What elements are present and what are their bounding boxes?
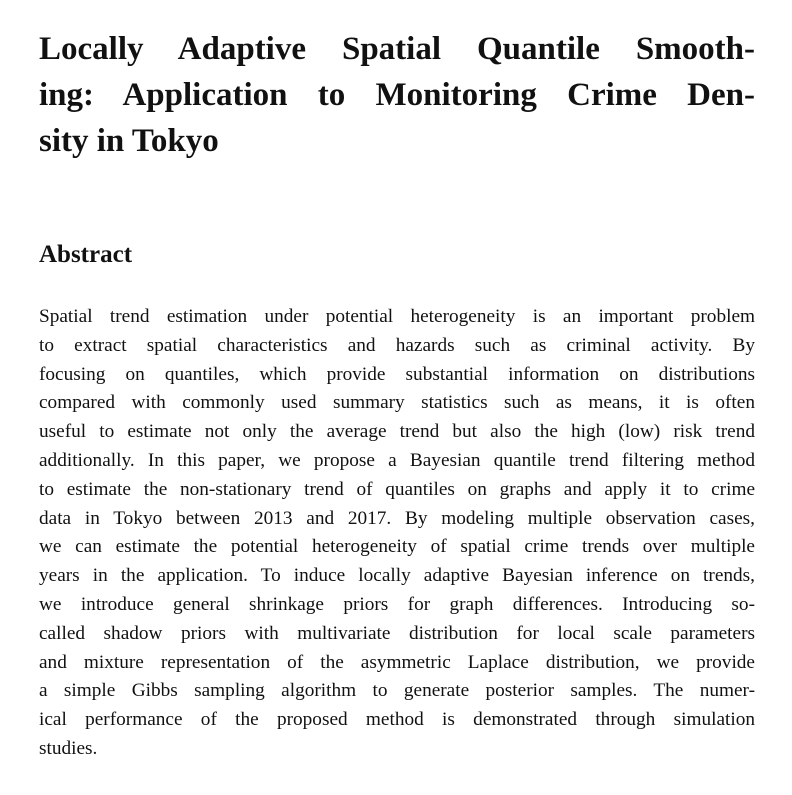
abstract-line: called shadow priors with multivariate distribution for local scale parameters bbox=[39, 622, 755, 644]
abstract-line: data in Tokyo between 2013 and 2017. By modeling multiple observation cases, bbox=[39, 507, 755, 529]
abstract-line: Spatial trend estimation under potential heterogeneity is an important problem bbox=[39, 306, 755, 327]
abstract-body bbox=[39, 303, 755, 764]
abstract-line: useful to estimate not only the average trend but also the high (low) risk trend bbox=[39, 421, 755, 443]
title-line: ing: Application to Monitoring Crime Den- bbox=[39, 77, 755, 113]
abstract-line: we can estimate the potential heterogeneity of spatial crime trends over multiple bbox=[39, 536, 755, 558]
abstract-line: to estimate the non-stationary trend of quantiles on graphs and apply it to crime bbox=[39, 478, 755, 500]
abstract-line: a simple Gibbs sampling algorithm to generate posterior samples. The numer- bbox=[39, 680, 755, 702]
abstract-line: we introduce general shrinkage priors for graph differences. Introducing so- bbox=[39, 593, 755, 615]
abstract-line: and mixture representation of the asymmetric Laplace distribution, we provide bbox=[39, 651, 755, 673]
title-line: sity in Tokyo bbox=[39, 123, 219, 159]
title-line: Locally Adaptive Spatial Quantile Smooth- bbox=[39, 31, 755, 67]
abstract-heading: Abstract bbox=[39, 241, 133, 268]
abstract-line: years in the application. To induce locally adaptive Bayesian inference on trends, bbox=[39, 565, 755, 587]
abstract-line: additionally. In this paper, we propose a Bayesian quantile trend filtering method bbox=[39, 449, 755, 471]
paper-title bbox=[39, 26, 755, 164]
abstract-line: studies. bbox=[39, 737, 98, 759]
abstract-line: focusing on quantiles, which provide substantial information on distributions bbox=[39, 363, 755, 385]
abstract-line: ical performance of the proposed method is demonstrated through simulation bbox=[39, 709, 755, 731]
abstract-line: compared with commonly used summary statistics such as means, it is often bbox=[39, 392, 755, 414]
abstract-line: to extract spatial characteristics and hazards such as criminal activity. By bbox=[39, 334, 755, 356]
